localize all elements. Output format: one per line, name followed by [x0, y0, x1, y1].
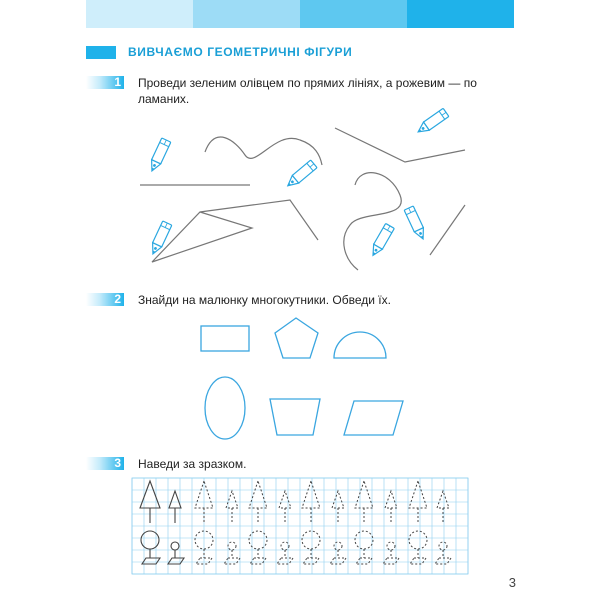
trace-base [410, 558, 426, 564]
trace-circle-small [439, 542, 447, 550]
task-3-samples [140, 481, 184, 564]
page-number: 3 [508, 575, 516, 590]
trace-triangle [409, 481, 427, 508]
trace-triangle [355, 481, 373, 508]
trace-circle [355, 531, 373, 549]
parallelogram-shape [344, 401, 403, 435]
trace-triangle-small [279, 491, 291, 508]
pencil-icon [415, 108, 449, 136]
task-3-trace-shapes [195, 481, 451, 564]
pencil-icon [148, 221, 171, 256]
trace-base [250, 558, 266, 564]
trace-triangle-small [332, 491, 344, 508]
trace-base [303, 558, 319, 564]
trace-base [435, 558, 451, 564]
trace-base [330, 558, 346, 564]
task-1-lines [140, 128, 465, 270]
curved-line [205, 137, 322, 165]
trace-base [383, 558, 399, 564]
ellipse-shape [205, 377, 245, 439]
pencil-icons [147, 108, 448, 258]
straight-line [430, 205, 465, 255]
trace-circle-small [387, 542, 395, 550]
task-2-number: 2 [114, 292, 121, 306]
pencil-icon [285, 160, 317, 190]
rectangle-shape [201, 326, 249, 351]
trace-circle [302, 531, 320, 549]
pencil-icon [369, 223, 395, 257]
broken-line [152, 200, 318, 262]
trace-base [356, 558, 372, 564]
pencil-icon [147, 138, 170, 173]
trace-circle [409, 531, 427, 549]
semicircle-shape [334, 332, 386, 358]
task-3-text: Наведи за зразком. [138, 457, 247, 471]
trace-triangle [302, 481, 320, 508]
task-2-shapes [201, 318, 403, 439]
trace-circle-small [228, 542, 236, 550]
task-2-text: Знайди на малюнку многокутники. Обведи їх. [138, 293, 391, 307]
page-title: ВИВЧАЄМО ГЕОМЕТРИЧНІ ФІГУРИ [128, 45, 353, 59]
trace-triangle-small [385, 491, 397, 508]
trapezoid-shape [270, 399, 320, 435]
broken-line [335, 128, 465, 162]
trace-base [224, 558, 240, 564]
trace-triangle-small [437, 491, 449, 508]
task-3-number: 3 [114, 456, 121, 470]
trace-base [277, 558, 293, 564]
sample-triangle [140, 481, 160, 508]
task-1-number: 1 [114, 75, 121, 89]
pencil-icon [404, 206, 427, 241]
pentagon-shape [275, 318, 318, 358]
sample-circle-small [171, 542, 179, 550]
sample-triangle-small [169, 491, 181, 508]
trace-circle-small [334, 542, 342, 550]
task-1-text: Проведи зеленим олівцем по прямих лініях, а рожевим — по ламаних. [138, 76, 477, 106]
